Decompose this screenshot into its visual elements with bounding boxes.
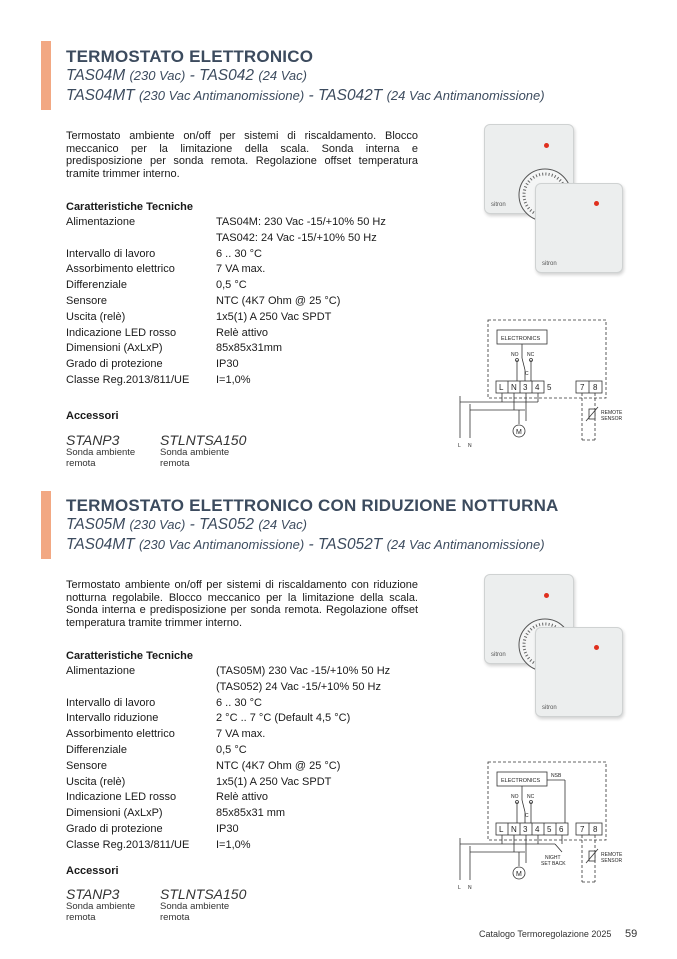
spec-value: I=1,0% bbox=[216, 374, 251, 386]
accessory-description: Sonda ambiente remota bbox=[66, 447, 136, 469]
no-label: NO bbox=[511, 352, 519, 358]
nsb-label: NSB bbox=[551, 773, 562, 779]
section1-specs-title: Caratteristiche Tecniche bbox=[66, 201, 193, 213]
led-indicator bbox=[594, 201, 599, 206]
spec-value: IP30 bbox=[216, 358, 239, 371]
section1-title: TERMOSTATO ELETTRONICO bbox=[66, 47, 314, 66]
section1-description: Termostato ambiente on/off per sistemi di riscaldamento. Blocco meccanico per la limitazione della scala. Sonda interna e predisposizione per sonda remota. Regolazione offset temperatura tramite trimmer interno. bbox=[66, 130, 418, 180]
spec-label: Uscita (relè) bbox=[66, 775, 126, 788]
led-indicator bbox=[594, 645, 599, 650]
terminal-label: 7 bbox=[580, 383, 585, 392]
spec-value: 6 .. 30 °C bbox=[216, 696, 262, 709]
terminal-label: 8 bbox=[593, 383, 598, 392]
spec-label: Assorbimento elettrico bbox=[66, 263, 175, 276]
nc-label: NC bbox=[527, 352, 535, 358]
brand-logo: sitron bbox=[491, 652, 506, 658]
brand-logo: sitron bbox=[542, 705, 557, 711]
spec-label: Alimentazione bbox=[66, 665, 136, 677]
remote-sensor-label: SENSOR bbox=[601, 416, 623, 422]
spec-label: Differenziale bbox=[66, 744, 127, 756]
spec-label: Intervallo riduzione bbox=[66, 712, 159, 725]
terminal-label: 7 bbox=[580, 825, 585, 834]
section-accent-bar bbox=[41, 41, 51, 110]
spec-label: Classe Reg.2013/811/UE bbox=[66, 374, 190, 386]
c-label: C bbox=[525, 371, 529, 377]
brand-logo: sitron bbox=[542, 261, 557, 267]
spec-label: Indicazione LED rosso bbox=[66, 791, 177, 804]
led-indicator bbox=[544, 143, 549, 148]
line-label: L bbox=[458, 443, 461, 449]
spec-label: Uscita (relè) bbox=[66, 310, 126, 323]
spec-value: 2 °C .. 7 °C (Default 4,5 °C) bbox=[216, 712, 351, 725]
spec-label: Sensore bbox=[66, 759, 107, 772]
spec-label: Alimentazione bbox=[66, 216, 136, 228]
brand-logo: sitron bbox=[491, 202, 506, 208]
spec-label: Assorbimento elettrico bbox=[66, 728, 175, 741]
spec-value: Relè attivo bbox=[216, 326, 268, 339]
section2-wiring-diagram bbox=[455, 760, 623, 895]
spec-value: IP30 bbox=[216, 823, 239, 835]
spec-value: TAS04M: 230 Vac -15/+10% 50 Hz bbox=[216, 216, 386, 228]
spec-label: Classe Reg.2013/811/UE bbox=[66, 838, 190, 851]
spec-value: I=1,0% bbox=[216, 838, 251, 851]
page-number: 59 bbox=[625, 928, 638, 940]
led-indicator bbox=[544, 593, 549, 598]
terminal-label: 6 bbox=[559, 825, 564, 834]
remote-sensor-label: REMOTE bbox=[601, 852, 623, 858]
spec-value: Relè attivo bbox=[216, 791, 268, 804]
no-label: NO bbox=[511, 794, 519, 800]
section1-models-line2: TAS04MT (230 Vac Antimanomissione) - TAS042T (24 Vac Antimanomissione) bbox=[66, 87, 545, 104]
spec-value: 7 VA max. bbox=[216, 728, 266, 741]
section2-accessories-title: Accessori bbox=[66, 865, 119, 877]
spec-label: Grado di protezione bbox=[66, 358, 163, 371]
accessory-code: STLNTSA150 bbox=[160, 432, 247, 448]
section2-models-line1: TAS05M (230 Vac) - TAS052 (24 Vac) bbox=[66, 516, 307, 533]
remote-sensor-label: REMOTE bbox=[601, 410, 623, 416]
electronics-label: ELECTRONICS bbox=[501, 778, 541, 784]
terminal-label: 8 bbox=[593, 825, 598, 834]
section1-models-line1: TAS04M (230 Vac) - TAS042 (24 Vac) bbox=[66, 67, 307, 84]
terminal-label: L bbox=[499, 825, 504, 834]
spec-value: NTC (4K7 Ohm @ 25 °C) bbox=[216, 759, 341, 772]
motor-icon: M bbox=[516, 871, 522, 878]
section1-accessories-title: Accessori bbox=[66, 410, 119, 422]
section2-models-line2: TAS04MT (230 Vac Antimanomissione) - TAS052T (24 Vac Antimanomissione) bbox=[66, 536, 545, 553]
spec-value: 0,5 °C bbox=[216, 744, 247, 756]
night-setback-label: SET BACK bbox=[541, 861, 566, 867]
spec-value: 85x85x31mm bbox=[216, 342, 283, 355]
spec-value: 1x5(1) A 250 Vac SPDT bbox=[216, 775, 332, 788]
spec-value: (TAS052) 24 Vac -15/+10% 50 Hz bbox=[216, 680, 381, 693]
terminal-label: N bbox=[511, 825, 517, 834]
spec-value: TAS042: 24 Vac -15/+10% 50 Hz bbox=[216, 231, 377, 244]
terminal-label: 5 bbox=[547, 383, 552, 392]
thermostat-side bbox=[535, 183, 623, 273]
spec-value: (TAS05M) 230 Vac -15/+10% 50 Hz bbox=[216, 665, 391, 677]
terminal-label: N bbox=[511, 383, 517, 392]
remote-sensor-label: SENSOR bbox=[601, 858, 623, 864]
spec-label: Indicazione LED rosso bbox=[66, 326, 177, 339]
spec-label: Dimensioni (AxLxP) bbox=[66, 342, 163, 355]
terminal-label: 3 bbox=[523, 383, 528, 392]
section2-description: Termostato ambiente on/off per sistemi di riscaldamento con riduzione notturna regolabile. Blocco meccanico per la limitazione della scala. Sonda interna e predisposizione per sonda remota. Regolazione offset temperatura tramite trimmer interno. bbox=[66, 579, 418, 629]
line-label: L bbox=[458, 885, 461, 891]
spec-label: Intervallo di lavoro bbox=[66, 696, 156, 709]
section2-title: TERMOSTATO ELETTRONICO CON RIDUZIONE NOTTURNA bbox=[66, 496, 559, 515]
spec-value: 7 VA max. bbox=[216, 263, 266, 276]
neutral-label: N bbox=[468, 885, 472, 891]
electronics-label: ELECTRONICS bbox=[501, 336, 541, 342]
accessory-code: STANP3 bbox=[66, 886, 120, 902]
section1-wiring-diagram bbox=[455, 318, 623, 453]
accessory-description: Sonda ambiente remota bbox=[66, 901, 136, 923]
section-accent-bar bbox=[41, 491, 51, 559]
neutral-label: N bbox=[468, 443, 472, 449]
spec-label: Intervallo di lavoro bbox=[66, 247, 156, 260]
spec-value: NTC (4K7 Ohm @ 25 °C) bbox=[216, 295, 341, 307]
spec-label: Differenziale bbox=[66, 279, 127, 292]
c-label: C bbox=[525, 813, 529, 819]
thermostat-side bbox=[535, 627, 623, 717]
terminal-label: 5 bbox=[547, 825, 552, 834]
terminal-label: 3 bbox=[523, 825, 528, 834]
spec-value: 6 .. 30 °C bbox=[216, 247, 262, 260]
spec-label: Dimensioni (AxLxP) bbox=[66, 807, 163, 820]
section2-specs-title: Caratteristiche Tecniche bbox=[66, 650, 193, 662]
accessory-code: STLNTSA150 bbox=[160, 886, 247, 902]
accessory-code: STANP3 bbox=[66, 432, 120, 448]
footer-catalog: Catalogo Termoregolazione 2025 bbox=[479, 929, 612, 939]
spec-label: Sensore bbox=[66, 295, 107, 307]
accessory-description: Sonda ambiente remota bbox=[160, 447, 230, 469]
nc-label: NC bbox=[527, 794, 535, 800]
accessory-description: Sonda ambiente remota bbox=[160, 901, 230, 923]
terminal-label: 4 bbox=[535, 825, 540, 834]
terminal-label: 4 bbox=[535, 383, 540, 392]
terminal-label: L bbox=[499, 383, 504, 392]
spec-value: 85x85x31 mm bbox=[216, 807, 286, 820]
spec-label: Grado di protezione bbox=[66, 823, 163, 835]
spec-value: 1x5(1) A 250 Vac SPDT bbox=[216, 310, 332, 323]
spec-value: 0,5 °C bbox=[216, 279, 247, 292]
night-setback-label: NIGHT bbox=[545, 855, 561, 861]
motor-icon: M bbox=[516, 429, 522, 436]
